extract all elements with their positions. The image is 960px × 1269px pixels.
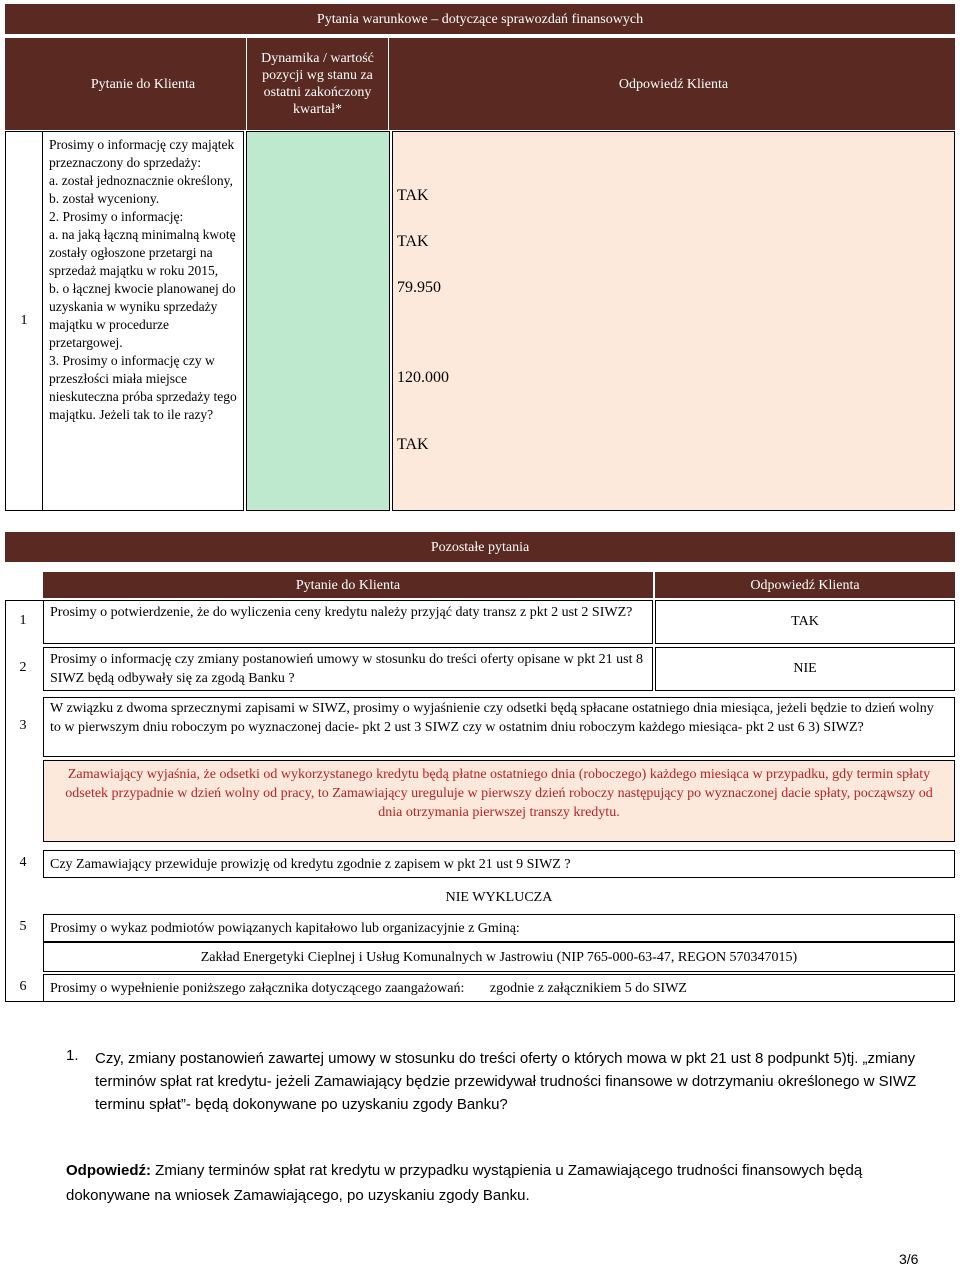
table1-question-cell [42, 131, 244, 511]
answer-value: TAK [397, 187, 429, 204]
table2-title: Pozostałe pytania [5, 532, 955, 562]
table1-title: Pytania warunkowe – dotyczące sprawozdań finansowych [5, 4, 955, 34]
table2-question-cell: W związku z dwoma sprzecznymi zapisami w SIWZ, prosimy o wyjaśnienie czy odsetki będą spłacane ostatniego dnia miesiąca, jeżeli będzie to dzień wolny to w pierwszym dniu roboczym po wyznaczonej dacie- pkt 2 ust 3 SIWZ czy w ostatnim dniu roboczym każdego miesiąca- pkt 2 ust 6 3) SIWZ? [43, 697, 955, 757]
footer-answer [66, 1158, 936, 1208]
answer-value: TAK [397, 436, 429, 453]
answer-value: TAK [397, 233, 429, 250]
table2-question-cell: Czy Zamawiający przewiduje prowizję od kredytu zgodnie z zapisem w pkt 21 ust 9 SIWZ ? [43, 850, 955, 878]
table1-row-number: 1 [5, 131, 43, 511]
answer-text: Zmiany terminów spłat rat kredytu w przypadku wystąpienia u Zamawiającego trudności finansowych będą dokonywane na wniosek Zamawiającego, po uzyskaniu zgody Banku. [66, 1162, 863, 1204]
answer-label: Odpowiedź: [66, 1162, 151, 1179]
table2-question-cell: Prosimy o potwierdzenie, że do wyliczenia ceny kredytu należy przyjąć daty transz z pkt 2 ust 2 SIWZ? [43, 600, 653, 644]
question-line: b. został wyceniony. [49, 191, 160, 206]
question-line: a. został jednoznacznie określony, [49, 173, 233, 188]
table2-row-number: 6 [19, 979, 27, 994]
table2-answer-cell: NIE WYKLUCZA [445, 890, 553, 905]
answer-value: 120.000 [397, 369, 449, 386]
question-line: b. o łącznej kwocie planowanej do uzyskania w wyniku sprzedaży majątku w procedurze przetargowej. [49, 281, 236, 350]
table2-row-number: 5 [19, 919, 27, 934]
question-line: 2. Prosimy o informację: [49, 209, 184, 224]
table2-header-question: Pytanie do Klienta [43, 572, 653, 598]
table2-row-number: 4 [19, 855, 27, 870]
table2-row-number: 2 [19, 660, 27, 675]
table2-row-number: 3 [19, 718, 27, 733]
footer-item-text: Czy, zmiany postanowień zawartej umowy w stosunku do treści oferty o których mowa w pkt 21 ust 8 podpunkt 5)tj. „zmiany terminów spłat rat kredytu- jeżeli Zamawiający będzie przewidywał trudności finansowe w dotrzymaniu określonego w SIWZ terminu spłat”- będą dokonywane po uzyskaniu zgody Banku? [95, 1050, 917, 1113]
answer-value: 79.950 [397, 279, 441, 296]
question-text: Prosimy o wypełnienie poniższego załącznika dotyczącego zaangażowań: [50, 981, 465, 996]
table2-question-cell [43, 974, 955, 1002]
question-line: 3. Prosimy o informację czy w przeszłości miała miejsce nieskuteczna próba sprzedaży tego majątku. Jeżeli tak to ile razy? [49, 353, 237, 422]
table2-answer-cell: Zakład Energetyki Cieplnej i Usług Komunalnych w Jastrowiu (NIP 765-000-63-47, REGON 570347015) [43, 942, 955, 972]
answer-text: zgodnie z załącznikiem 5 do SIWZ [489, 981, 687, 996]
page-number: 3/6 [899, 1251, 919, 1267]
table2-header-answer: Odpowiedź Klienta [655, 572, 955, 598]
footer-item-number: 1. [66, 1047, 79, 1064]
table2-answer-cell: NIE [655, 647, 955, 691]
header-question: Pytanie do Klienta [43, 38, 243, 130]
table2-question-cell: Prosimy o wykaz podmiotów powiązanych kapitałowo lub organizacyjnie z Gminą: [43, 914, 955, 942]
table2-question-cell: Prosimy o informację czy zmiany postanowień umowy w stosunku do treści oferty opisane w pkt 21 ust 8 SIWZ będą odbywały się za zgodą Banku ? [43, 647, 653, 691]
table2-left-border [5, 600, 43, 1002]
table2-answer-cell: Zamawiający wyjaśnia, że odsetki od wykorzystanego kredytu będą płatne ostatniego dnia (roboczego) każdego miesiąca w przypadku, gdy termin spłaty odsetek przypadnie w dzień wolny od pracy, to Zamawiający ureguluje w pierwszy dzień roboczy następujący po wyznaczonej dacie spłaty, począwszy od dnia otrzymania pierwszej transzy kredytu. [43, 760, 955, 842]
dynamics-cell [246, 131, 390, 511]
question-line: a. na jaką łączną minimalną kwotę zostały ogłoszone przetargi na sprzedaż majątku w roku 2015, [49, 227, 236, 278]
table2-answer-cell: TAK [655, 600, 955, 644]
table2-row-number: 1 [19, 613, 27, 628]
question-line: Prosimy o informację czy majątek przeznaczony do sprzedaży: [49, 137, 235, 170]
table1-answer-cell [392, 131, 955, 511]
header-dynamics: Dynamika / wartość pozycji wg stanu za ostatni zakończony kwartał* [246, 38, 389, 130]
header-answer: Odpowiedź Klienta [392, 38, 955, 130]
